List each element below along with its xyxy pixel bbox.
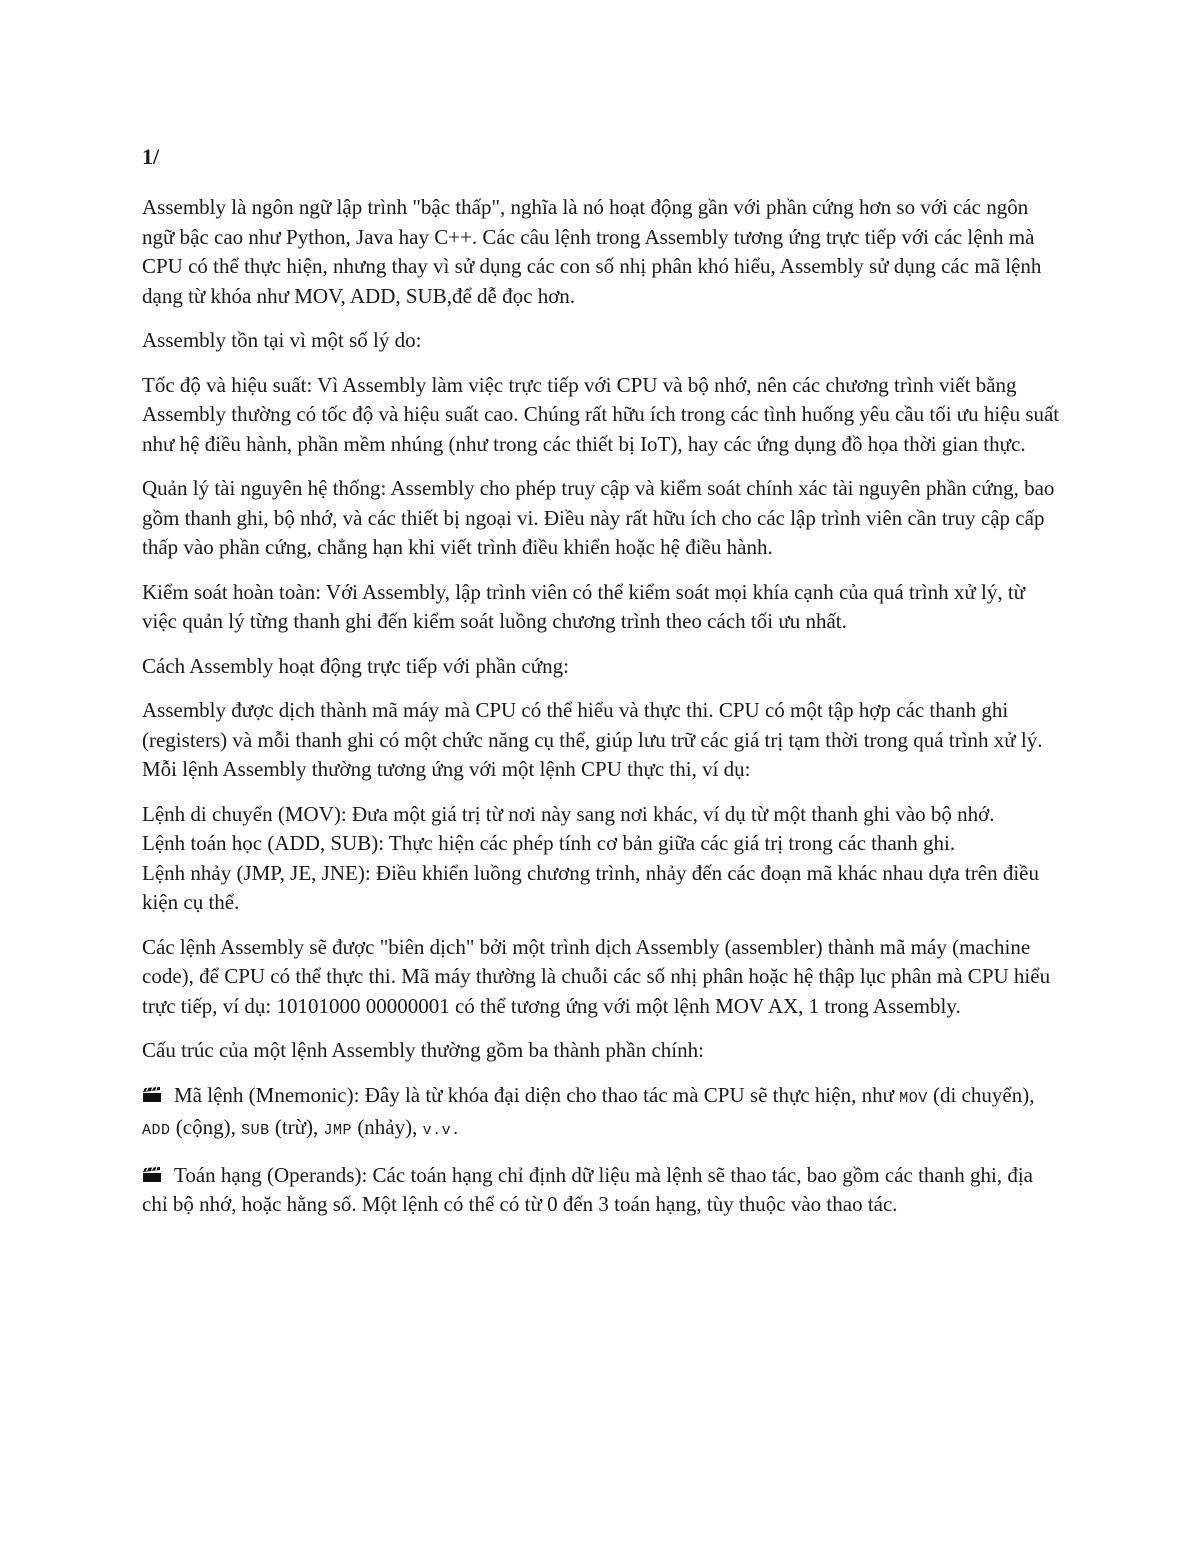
document-page: [142, 142, 1062, 1235]
bullet-mnemonic-text-e: (nhảy),: [352, 1115, 423, 1139]
bullet-operands: [142, 1161, 1062, 1220]
bullet-mnemonic-text-c: (cộng),: [170, 1115, 242, 1139]
code-etc: v.v.: [422, 1122, 461, 1139]
code-mov: MOV: [899, 1089, 928, 1107]
reasons-intro: Assembly tồn tại vì một số lý do:: [142, 328, 422, 352]
reason-resources-paragraph: Quản lý tài nguyên hệ thống: Assembly cho phép truy cập và kiểm soát chính xác tài nguyên phần cứng, bao gồm thanh ghi, bộ nhớ, và các thiết bị ngoại vi. Điều này rất hữu ích cho các lập trình viên cần truy cập cấp thấp vào phần cứng, chẳng hạn khi viết trình điều khiển hoặc hệ điều hành.: [142, 476, 1055, 559]
code-jmp: JMP: [323, 1122, 353, 1139]
bullet-mnemonic-text-b: (di chuyển),: [927, 1082, 1035, 1107]
assembler-paragraph: Các lệnh Assembly sẽ được "biên dịch" bởi một trình dịch Assembly (assembler) thành mã máy (machine code), để CPU có thể thực thi. Mã máy thường là chuỗi các số nhị phân hoặc hệ thập lục phân mà CPU hiểu trực tiếp, ví dụ: 10101000 00000001 có thể tương ứng với một lệnh MOV AX, 1 trong Assembly.: [142, 934, 1051, 1018]
reason-speed-paragraph: Tốc độ và hiệu suất: Vì Assembly làm việc trực tiếp với CPU và bộ nhớ, nên các chương trình viết bằng Assembly thường có tốc độ và hiệu suất cao. Chúng rất hữu ích trong các tình huống yêu cầu tối ưu hiệu suất như hệ điều hành, phần mềm nhúng (như trong các thiết bị IoT), hay các ứng dụng đồ họa thời gian thực.: [142, 372, 1060, 456]
section-heading: 1/: [142, 144, 160, 169]
command-jump: Lệnh nhảy (JMP, JE, JNE): Điều khiển luồng chương trình, nhảy đến các đoạn mã khác nhau dựa trên điều kiện cụ thể.: [142, 860, 1039, 914]
bullet-mnemonic-text-d: (trừ),: [269, 1115, 324, 1139]
structure-intro: Cấu trúc của một lệnh Assembly thường gồm ba thành phần chính:: [142, 1038, 704, 1062]
clapperboard-icon: [142, 1087, 162, 1103]
hardware-intro: Cách Assembly hoạt động trực tiếp với phần cứng:: [142, 653, 569, 678]
bullet-operands-text: Toán hạng (Operands): Các toán hạng chỉ định dữ liệu mà lệnh sẽ thao tác, bao gồm các thanh ghi, địa chỉ bộ nhớ, hoặc hằng số. Một lệnh có thể có từ 0 đến 3 toán hạng, tùy thuộc vào thao tác.: [142, 1162, 1033, 1216]
intro-paragraph: Assembly là ngôn ngữ lập trình "bậc thấp", nghĩa là nó hoạt động gần với phần cứng hơn so với các ngôn ngữ bậc cao như Python, Java hay C++. Các câu lệnh trong Assembly tương ứng trực tiếp với các lệnh mà CPU có thể thực hiện, nhưng thay vì sử dụng các con số nhị phân khó hiểu, Assembly sử dụng các mã lệnh dạng từ khóa như MOV, ADD, SUB,để dễ đọc hơn.: [142, 195, 1042, 308]
hardware-paragraph: Assembly được dịch thành mã máy mà CPU có thể hiểu và thực thi. CPU có một tập hợp các thanh ghi (registers) và mỗi thanh ghi có một chức năng cụ thể, giúp lưu trữ các giá trị tạm thời trong quá trình xử lý. Mỗi lệnh Assembly thường tương ứng với một lệnh CPU thực thi, ví dụ:: [142, 698, 1043, 781]
bullet-mnemonic: [142, 1081, 1062, 1146]
clapperboard-icon: [142, 1167, 162, 1183]
code-add: ADD: [142, 1122, 171, 1139]
command-mov: Lệnh di chuyển (MOV): Đưa một giá trị từ nơi này sang nơi khác, ví dụ từ một thanh ghi vào bộ nhớ.: [142, 801, 995, 826]
bullet-mnemonic-text-a: Mã lệnh (Mnemonic): Đây là từ khóa đại diện cho thao tác mà CPU sẽ thực hiện, như: [174, 1082, 900, 1107]
reason-control-paragraph: Kiểm soát hoàn toàn: Với Assembly, lập trình viên có thể kiểm soát mọi khía cạnh của quá trình xử lý, từ việc quản lý từng thanh ghi đến kiểm soát luồng chương trình theo cách tối ưu nhất.: [142, 579, 1026, 633]
command-math: Lệnh toán học (ADD, SUB): Thực hiện các phép tính cơ bản giữa các giá trị trong các thanh ghi.: [142, 831, 956, 855]
code-sub: SUB: [241, 1122, 270, 1139]
command-list: [142, 800, 1062, 918]
